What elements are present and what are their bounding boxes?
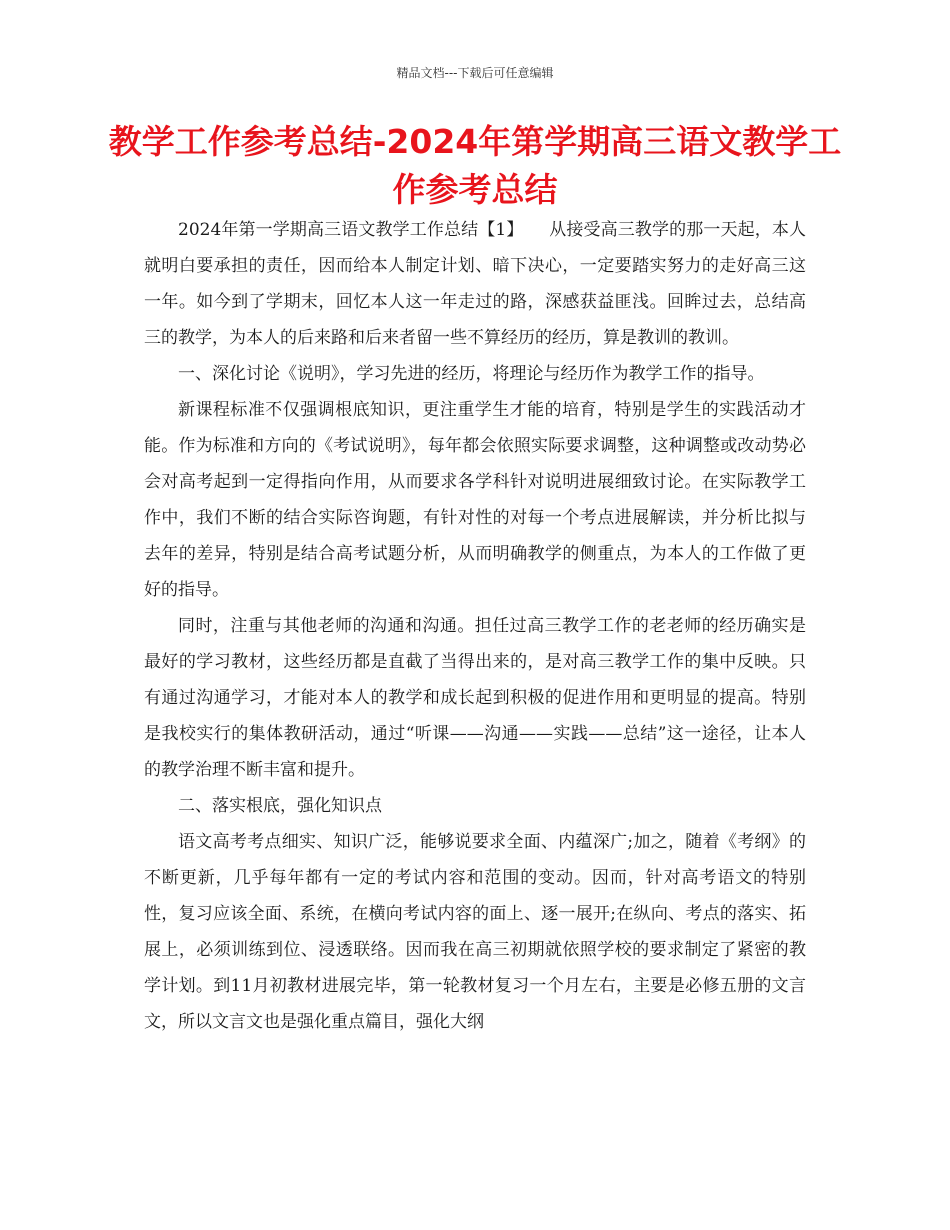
paragraph-intro: 2024年第一学期高三语文教学工作总结【1】 从接受高三教学的那一天起，本人就明白要承担的责任，因而给本人制定计划、暗下决心，一定要踏实努力的走好高三这一年。如今到了学期末，回忆本人这一年走过的路，深感获益匪浅。回眸过去，总结高三的教学，为本人的后来路和后来者留一些不算经历的经历，算是教训的教训。 bbox=[144, 220, 806, 348]
document-title: 教学工作参考总结-2024年第学期高三语文教学工作参考总结 bbox=[108, 122, 842, 209]
paragraph-exam-points: 语文高考考点细实、知识广泛，能够说要求全面、内蕴深广;加之，随着《考纲》的不断更新，几乎每年都有一定的考试内容和范围的变动。因而，针对高考语文的特别性，复习应该全面、系统，在横向考试内容的面上、逐一展开;在纵向、考点的落实、拓展上，必须训练到位、浸透联络。因而我在高三初期就依照学校的要求制定了紧密的教学计划。到11月初教材进展完毕，第一轮教材复习一个月左右，主要是必修五册的文言文，所以文言文也是强化重点篇目，强化大纲 bbox=[144, 832, 806, 1032]
paragraph-communication: 同时，注重与其他老师的沟通和沟通。担任过高三教学工作的老老师的经历确实是最好的学习教材，这些经历都是直截了当得出来的，是对高三教学工作的集中反映。只有通过沟通学习，才能对本人的教学和成长起到积极的促进作用和更明显的提高。特别是我校实行的集体教研活动，通过“听课——沟通——实践——总结”这一途径，让本人的教学治理不断丰富和提升。 bbox=[144, 616, 806, 780]
paragraph-curriculum: 新课程标准不仅强调根底知识，更注重学生才能的培育，特别是学生的实践活动才能。作为标准和方向的《考试说明》，每年都会依照实际要求调整，这种调整或改动势必会对高考起到一定得指向作用，从而要求各学科针对说明进展细致讨论。在实际教学工作中，我们不断的结合实际咨询题，有针对性的对每一个考点进展解读，并分析比拟与去年的差异，特别是结合高考试题分析，从而明确教学的侧重点，为本人的工作做了更好的指导。 bbox=[144, 400, 806, 600]
paragraph-section-1-heading: 一、深化讨论《说明》，学习先进的经历，将理论与经历作为教学工作的指导。 bbox=[178, 364, 765, 384]
paragraph-section-2-heading: 二、落实根底，强化知识点 bbox=[178, 796, 382, 816]
page-header: 精品文档---下载后可任意编辑 bbox=[396, 66, 554, 80]
document-body bbox=[144, 212, 806, 1040]
